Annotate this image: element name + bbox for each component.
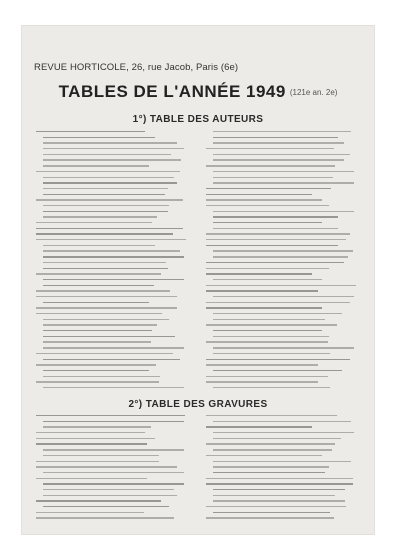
index-text-line: [213, 182, 354, 183]
index-text-line: [206, 506, 346, 507]
index-text-line: [43, 330, 152, 331]
index-text-line: [43, 268, 168, 269]
index-text-line: [36, 290, 170, 291]
index-text-line: [213, 171, 354, 172]
index-text-line: [43, 449, 184, 450]
index-text-line: [206, 341, 328, 342]
index-text-line: [36, 233, 173, 234]
index-text-line: [36, 415, 185, 416]
index-text-line: [36, 512, 144, 513]
index-text-line: [213, 228, 338, 229]
index-text-line: [206, 376, 328, 377]
index-text-line: [213, 495, 335, 496]
index-text-line: [213, 142, 344, 143]
index-text-line: [36, 222, 152, 223]
index-text-line: [43, 279, 184, 280]
index-text-line: [43, 319, 169, 320]
index-text-line: [36, 171, 180, 172]
section-heading-authors: 1°) TABLE DES AUTEURS: [132, 114, 264, 125]
index-text-line: [43, 387, 184, 388]
index-text-line: [43, 495, 177, 496]
index-text-line: [213, 512, 330, 513]
index-text-line: [213, 296, 354, 297]
authors-column-right: [206, 131, 358, 393]
index-text-line: [213, 438, 341, 439]
index-text-line: [206, 194, 312, 195]
index-text-line: [43, 182, 177, 183]
index-text-line: [36, 273, 161, 274]
index-text-line: [213, 159, 344, 160]
index-text-line: [206, 359, 350, 360]
index-text-line: [36, 432, 145, 433]
index-text-line: [36, 478, 147, 479]
document-title: [22, 82, 374, 102]
index-text-line: [213, 131, 351, 132]
index-text-line: [206, 415, 337, 416]
index-text-line: [43, 154, 171, 155]
index-text-line: [43, 472, 184, 473]
index-text-line: [36, 239, 186, 240]
index-text-line: [36, 381, 159, 382]
index-text-line: [36, 307, 177, 308]
index-text-line: [206, 517, 334, 518]
index-text-line: [206, 302, 350, 303]
index-text-line: [206, 324, 337, 325]
index-text-line: [213, 421, 351, 422]
index-text-line: [36, 364, 156, 365]
index-text-line: [206, 245, 338, 246]
index-text-line: [43, 489, 174, 490]
index-text-line: [206, 364, 318, 365]
index-text-line: [213, 353, 330, 354]
index-text-line: [36, 313, 162, 314]
index-text-line: [213, 449, 332, 450]
index-text-line: [43, 302, 149, 303]
index-text-line: [36, 296, 177, 297]
index-text-line: [43, 211, 168, 212]
index-text-line: [43, 216, 157, 217]
index-text-line: [36, 517, 174, 518]
index-text-line: [206, 165, 335, 166]
index-text-line: [213, 211, 354, 212]
title-text: TABLES DE L'ANNÉE 1949: [58, 82, 286, 101]
index-text-line: [206, 443, 335, 444]
index-text-line: [206, 483, 353, 484]
index-text-line: [213, 216, 338, 217]
index-text-line: [206, 285, 356, 286]
index-text-line: [36, 131, 145, 132]
index-text-line: [36, 199, 183, 200]
index-text-line: [206, 188, 331, 189]
index-text-line: [213, 222, 322, 223]
index-text-line: [213, 336, 329, 337]
index-text-line: [206, 307, 322, 308]
index-text-line: [36, 443, 147, 444]
index-text-line: [43, 137, 155, 138]
index-text-line: [43, 245, 155, 246]
index-text-line: [213, 387, 330, 388]
index-text-line: [43, 483, 184, 484]
index-text-line: [43, 341, 151, 342]
index-text-line: [43, 336, 175, 337]
engravings-column-left: [36, 415, 188, 523]
index-text-line: [213, 472, 325, 473]
index-text-line: [206, 205, 329, 206]
index-text-line: [206, 268, 329, 269]
index-text-line: [43, 426, 151, 427]
index-text-line: [213, 466, 329, 467]
index-text-line: [206, 426, 312, 427]
engravings-column-right: [206, 415, 358, 523]
index-text-line: [213, 137, 338, 138]
index-text-line: [206, 455, 322, 456]
publication-header: REVUE HORTICOLE, 26, rue Jacob, Paris (6e): [34, 62, 239, 73]
title-note: (121e an. 2e): [289, 88, 338, 97]
index-text-line: [213, 432, 354, 433]
index-text-line: [206, 239, 346, 240]
index-text-line: [36, 461, 159, 462]
index-text-line: [36, 438, 155, 439]
index-text-line: [43, 285, 154, 286]
index-text-line: [43, 250, 180, 251]
index-text-line: [43, 177, 174, 178]
index-text-line: [206, 290, 318, 291]
index-text-line: [43, 347, 184, 348]
index-text-line: [213, 313, 342, 314]
index-text-line: [213, 319, 325, 320]
document-sheet: [22, 26, 374, 534]
index-text-line: [213, 256, 348, 257]
index-text-line: [43, 370, 149, 371]
index-text-line: [43, 205, 169, 206]
index-text-line: [43, 148, 184, 149]
index-text-line: [43, 159, 181, 160]
index-text-line: [206, 273, 312, 274]
index-text-line: [213, 154, 350, 155]
index-text-line: [213, 489, 345, 490]
index-text-line: [213, 370, 342, 371]
index-text-line: [206, 233, 350, 234]
index-text-line: [43, 142, 177, 143]
index-text-line: [213, 330, 322, 331]
index-text-line: [213, 250, 353, 251]
index-text-line: [36, 353, 173, 354]
index-text-line: [213, 177, 333, 178]
index-text-line: [213, 347, 354, 348]
index-text-line: [206, 262, 344, 263]
index-text-line: [43, 359, 180, 360]
index-text-line: [213, 500, 345, 501]
index-text-line: [43, 256, 184, 257]
index-text-line: [206, 381, 318, 382]
index-text-line: [43, 324, 157, 325]
index-text-line: [43, 194, 165, 195]
index-text-line: [213, 279, 322, 280]
index-text-line: [43, 165, 149, 166]
index-text-line: [43, 188, 168, 189]
index-text-line: [43, 455, 159, 456]
index-text-line: [43, 376, 160, 377]
index-text-line: [36, 466, 177, 467]
index-text-line: [213, 461, 351, 462]
index-text-line: [43, 262, 166, 263]
index-text-line: [43, 421, 184, 422]
index-text-line: [206, 478, 353, 479]
index-text-line: [36, 500, 161, 501]
index-text-line: [36, 228, 183, 229]
index-text-line: [43, 506, 169, 507]
index-text-line: [206, 199, 322, 200]
authors-column-left: [36, 131, 188, 393]
section-heading-engravings: 2°) TABLE DES GRAVURES: [128, 399, 268, 410]
index-text-line: [206, 148, 334, 149]
